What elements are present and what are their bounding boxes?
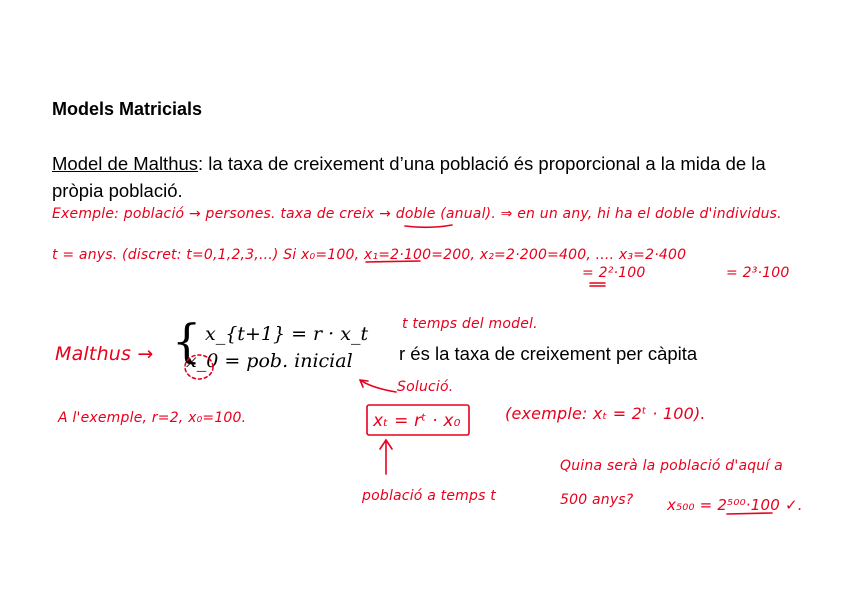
recurrence-equation: x_{t+1} = r · x_t: [205, 323, 369, 345]
handwritten-t-note: t temps del model.: [402, 316, 538, 332]
handwritten-example-line: Exemple: població → persones. taxa de creix → doble (anual). ⇒ en un any, hi ha el doble d'individus.: [52, 206, 782, 222]
initial-condition: x_0 = pob. inicial: [186, 350, 353, 372]
handwritten-solucio: Solució.: [397, 379, 454, 395]
handwritten-answer: x₅₀₀ = 2⁵⁰⁰·100 ✓.: [667, 496, 803, 514]
handwritten-x2-power: = 2²·100: [582, 265, 646, 281]
handwritten-question-line2: 500 anys?: [560, 492, 634, 508]
handwritten-solution-formula: xₜ = rᵗ · x₀: [373, 411, 461, 431]
handwritten-example-formula: (exemple: xₜ = 2ᵗ · 100).: [505, 404, 706, 423]
underline-x0: [366, 261, 420, 262]
handwritten-population-at-t: població a temps t: [362, 488, 496, 504]
handwritten-malthus-label: Malthus →: [55, 343, 154, 365]
system-brace: {: [172, 314, 202, 368]
x0-circle: [185, 355, 213, 379]
underline-answer: [727, 513, 772, 514]
handwritten-x3-power: = 2³·100: [726, 265, 790, 281]
handwritten-time-line: t = anys. (discret: t=0,1,2,3,...) Si x₀=100, x₁=2·100=200, x₂=2·200=400, .... x₃=2·400: [52, 247, 687, 263]
handwritten-question-line1: Quina serà la població d'aquí a: [560, 458, 783, 474]
intro-text: : la taxa de creixement d’una població és proporcional a la mida de la pròpia població.: [52, 153, 766, 201]
model-name: Model de Malthus: [52, 153, 199, 174]
page-title: Models Matricials: [52, 99, 203, 119]
handwritten-example-values: A l'exemple, r=2, x₀=100.: [58, 410, 247, 426]
growth-rate-description: r és la taxa de creixement per càpita: [399, 343, 698, 364]
double-underline-power: [590, 283, 605, 286]
solucio-arrow: [360, 380, 396, 392]
solution-box: [367, 405, 469, 435]
underline-anual: [405, 225, 452, 227]
